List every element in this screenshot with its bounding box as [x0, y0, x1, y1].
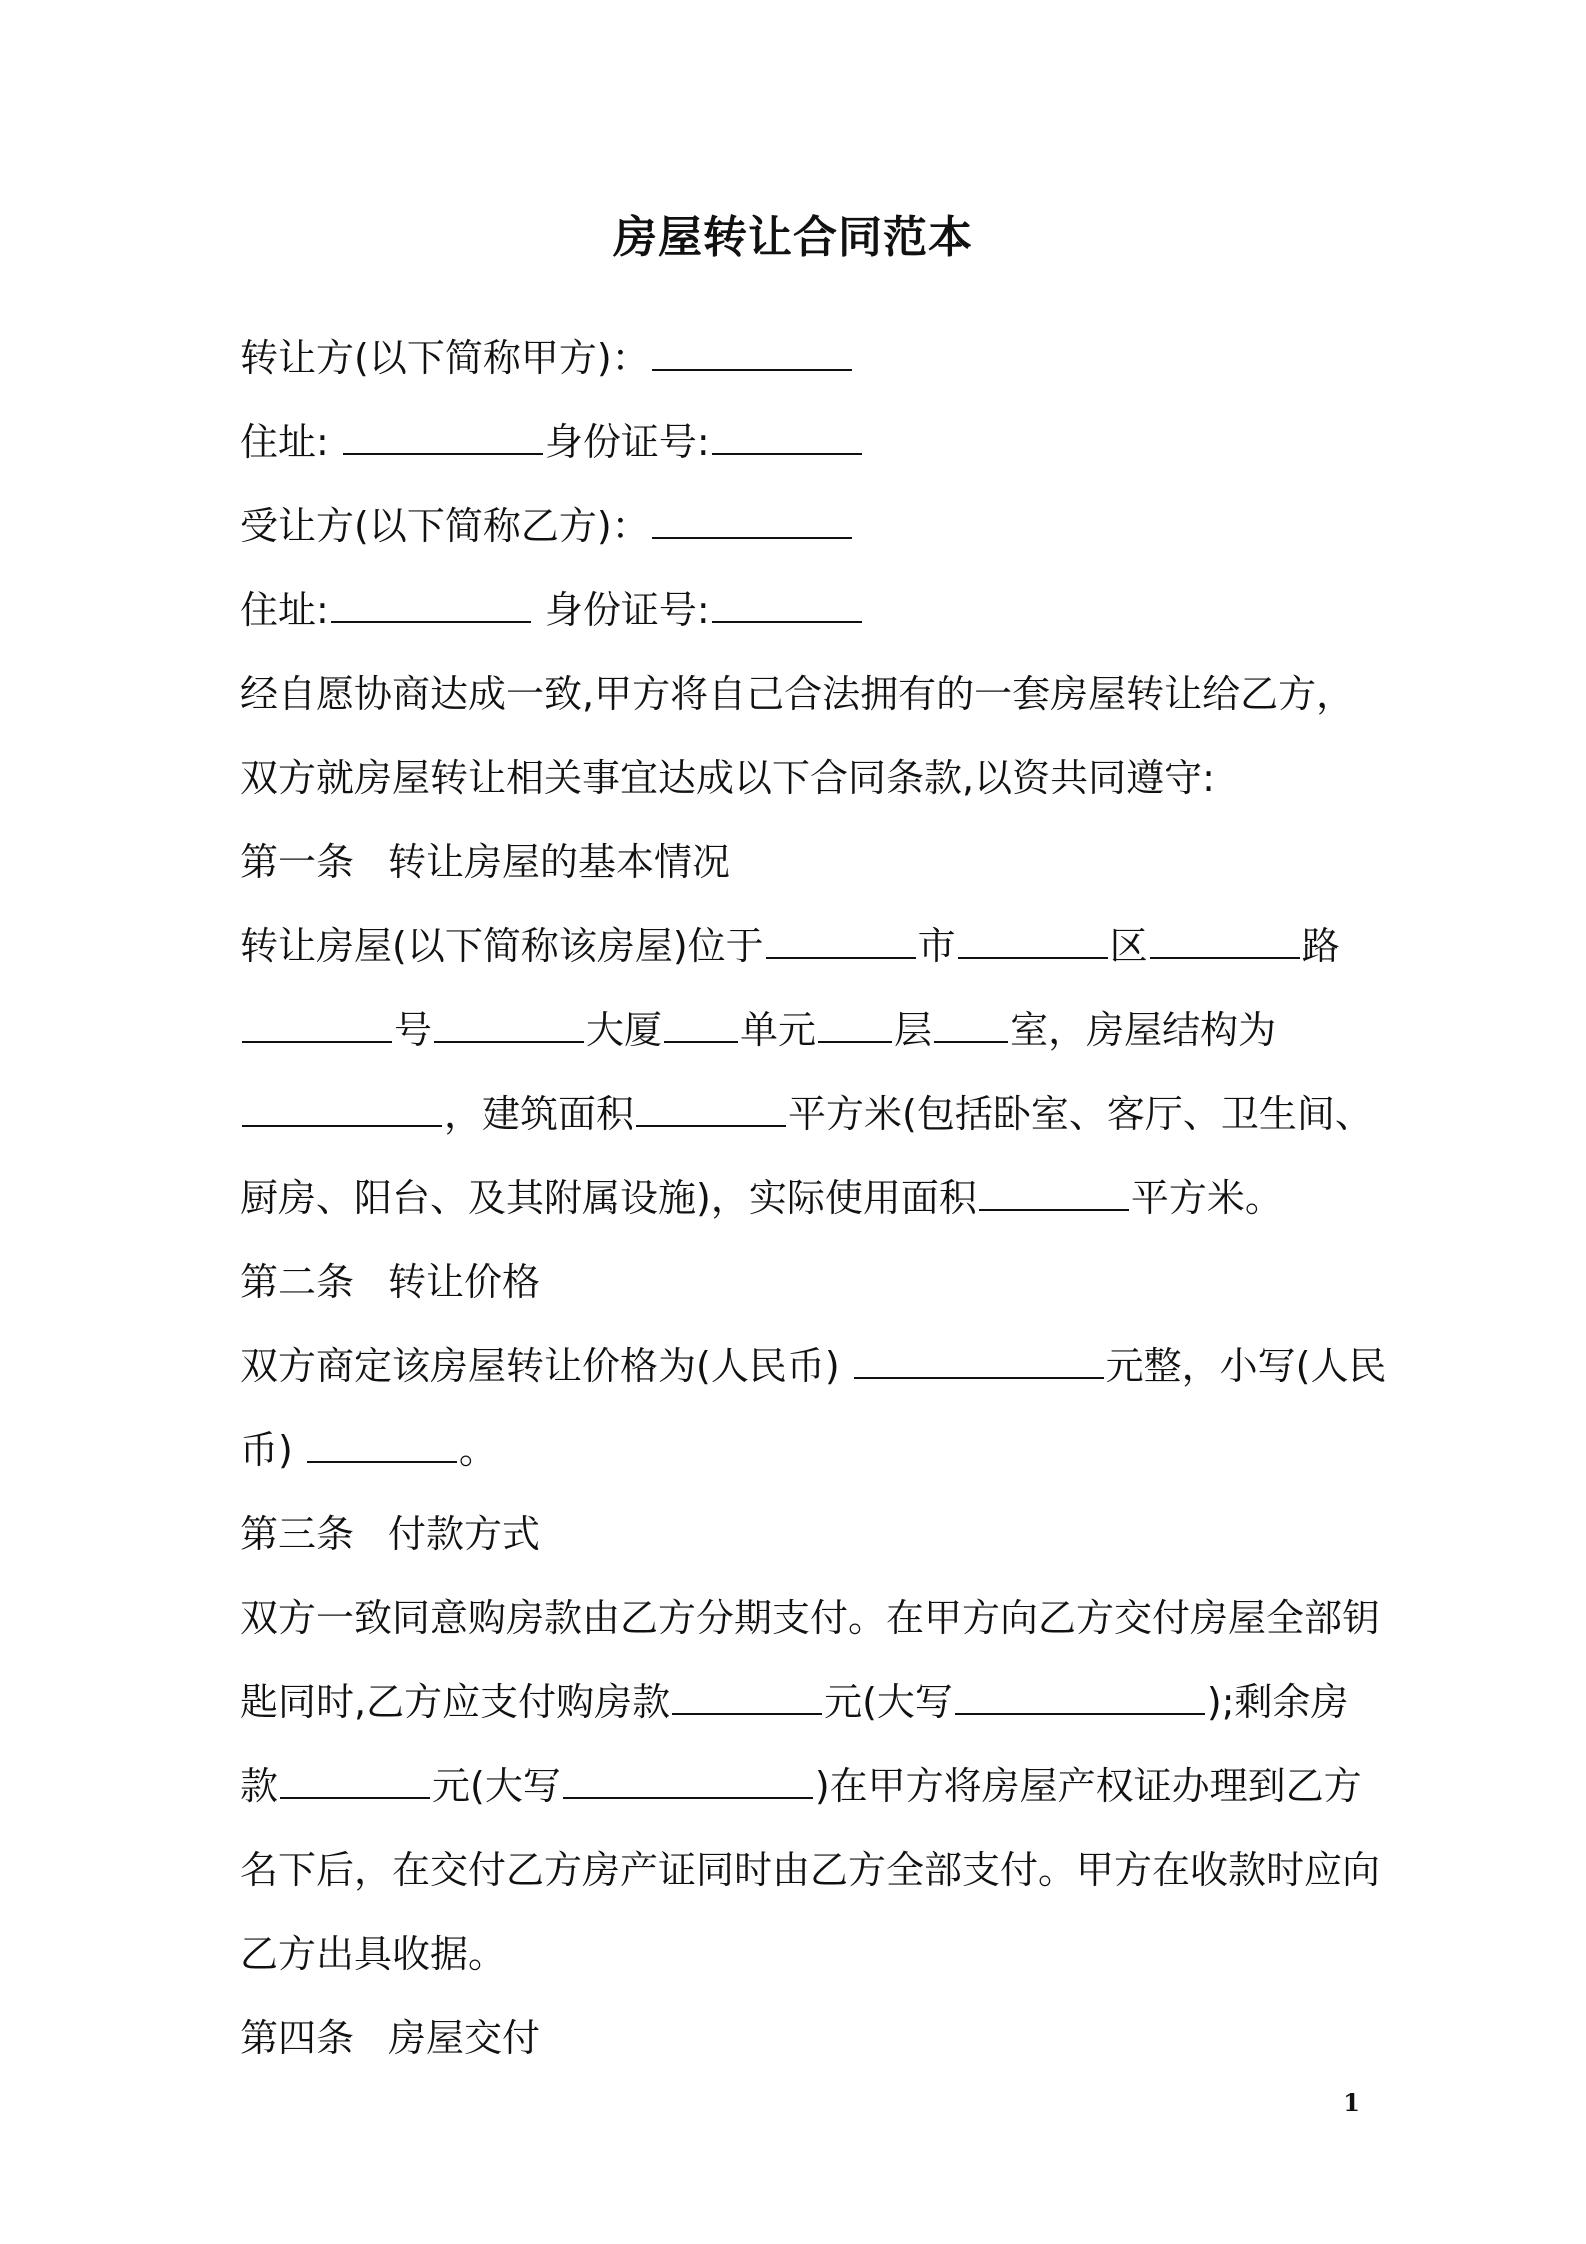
- article-number: 第四条: [240, 2016, 355, 2060]
- transferee-address-line: [240, 568, 1352, 652]
- transferor-id-blank[interactable]: [712, 419, 862, 455]
- transferor-label: 转让方(以下简称甲方)：: [240, 336, 650, 380]
- paragraph-line: 经自愿协商达成一致,甲方将自己合法拥有的一套房屋转让给乙方，: [240, 672, 1355, 716]
- text-segment: 单元: [740, 1008, 817, 1052]
- text-segment: 元整，小写(人民: [1105, 1344, 1387, 1388]
- number-blank[interactable]: [242, 1007, 392, 1043]
- unit-blank[interactable]: [664, 1007, 738, 1043]
- building-blank[interactable]: [434, 1007, 584, 1043]
- price-words-blank[interactable]: [854, 1343, 1104, 1379]
- text-segment: 厨房、阳台、及其附属设施)，实际使用面积: [240, 1176, 977, 1220]
- remaining-payment-words-blank[interactable]: [563, 1763, 813, 1799]
- structure-blank[interactable]: [242, 1091, 442, 1127]
- address-label: 住址:: [240, 588, 329, 632]
- text-segment: ，建筑面积: [444, 1092, 635, 1136]
- article-title: 付款方式: [388, 1512, 541, 1556]
- text-segment: 室，房屋结构为: [1010, 1008, 1277, 1052]
- text-segment: 匙同时,乙方应支付购房款: [240, 1680, 671, 1724]
- text-segment: 币): [240, 1428, 293, 1472]
- text-segment: 大厦: [586, 1008, 663, 1052]
- transferee-name-blank[interactable]: [652, 503, 852, 539]
- article-number: 第三条: [240, 1512, 355, 1556]
- address-label: 住址:: [240, 420, 329, 464]
- price-digits-blank[interactable]: [307, 1427, 457, 1463]
- remaining-payment-line: [240, 1744, 1362, 1828]
- transferee-label: 受让方(以下简称乙方)：: [240, 504, 650, 548]
- first-payment-blank[interactable]: [672, 1679, 822, 1715]
- first-payment-words-blank[interactable]: [955, 1679, 1205, 1715]
- text-segment: 。: [458, 1428, 497, 1472]
- page-number: 1: [1343, 2088, 1360, 2117]
- contract-body: [240, 316, 1387, 2080]
- article-title: 房屋交付: [388, 2016, 541, 2060]
- text-segment: 款: [240, 1764, 279, 1808]
- paragraph-line: 乙方出具收据。: [240, 1932, 507, 1976]
- first-payment-line: [240, 1660, 1352, 1744]
- transferee-address-blank[interactable]: [331, 587, 531, 623]
- text-segment: 平方米(包括卧室、客厅、卫生间、: [788, 1092, 1373, 1136]
- property-area-line: [240, 1072, 1373, 1156]
- article-heading-2: [240, 1240, 1352, 1324]
- text-segment: 层: [894, 1008, 933, 1052]
- paragraph-line: 双方就房屋转让相关事宜达成以下合同条款,以资共同遵守:: [240, 756, 1215, 800]
- article-heading-1: [240, 820, 1352, 904]
- transferor-name-blank[interactable]: [652, 335, 852, 371]
- road-blank[interactable]: [1150, 923, 1300, 959]
- usable-area-line: [240, 1156, 1352, 1240]
- paragraph-line: 双方一致同意购房款由乙方分期支付。在甲方向乙方交付房屋全部钥: [240, 1596, 1381, 1640]
- transferor-address-line: [240, 400, 1352, 484]
- article-title: 转让价格: [388, 1260, 541, 1304]
- transferee-line: [240, 484, 1352, 568]
- property-location-line: [240, 904, 1352, 988]
- text-segment: )在甲方将房屋产权证办理到乙方: [814, 1764, 1362, 1808]
- id-number-label: 身份证号:: [544, 588, 710, 632]
- city-blank[interactable]: [766, 923, 916, 959]
- floor-blank[interactable]: [818, 1007, 892, 1043]
- text-segment: 路: [1301, 924, 1340, 968]
- transferee-id-blank[interactable]: [712, 587, 862, 623]
- text-segment: 双方商定该房屋转让价格为(人民币): [240, 1344, 840, 1388]
- transferor-line: [240, 316, 1352, 400]
- district-blank[interactable]: [958, 923, 1108, 959]
- article-heading-3: [240, 1492, 1352, 1576]
- article-title: 转让房屋的基本情况: [388, 840, 731, 884]
- id-number-label: 身份证号:: [544, 420, 710, 464]
- text-segment: 转让房屋(以下简称该房屋)位于: [240, 924, 764, 968]
- text-segment: );剩余房: [1206, 1680, 1349, 1724]
- property-unit-line: [240, 988, 1352, 1072]
- document-title: 房屋转让合同范本: [613, 212, 973, 263]
- text-segment: 元(大写: [432, 1764, 561, 1808]
- article-number: 第一条: [240, 840, 355, 884]
- text-segment: 号: [394, 1008, 433, 1052]
- remaining-payment-blank[interactable]: [280, 1763, 430, 1799]
- text-segment: 元(大写: [824, 1680, 953, 1724]
- price-digits-line: [240, 1408, 1352, 1492]
- usable-area-blank[interactable]: [979, 1175, 1129, 1211]
- text-segment: 区: [1109, 924, 1148, 968]
- transferor-address-blank[interactable]: [343, 419, 543, 455]
- text-segment: 市: [917, 924, 956, 968]
- paragraph-line: 名下后，在交付乙方房产证同时由乙方全部支付。甲方在收款时应向: [240, 1848, 1381, 1892]
- article-number: 第二条: [240, 1260, 355, 1304]
- text-segment: 平方米。: [1130, 1176, 1283, 1220]
- article-heading-4: [240, 1996, 1352, 2080]
- room-blank[interactable]: [934, 1007, 1008, 1043]
- floor-area-blank[interactable]: [636, 1091, 786, 1127]
- price-line: [240, 1324, 1387, 1408]
